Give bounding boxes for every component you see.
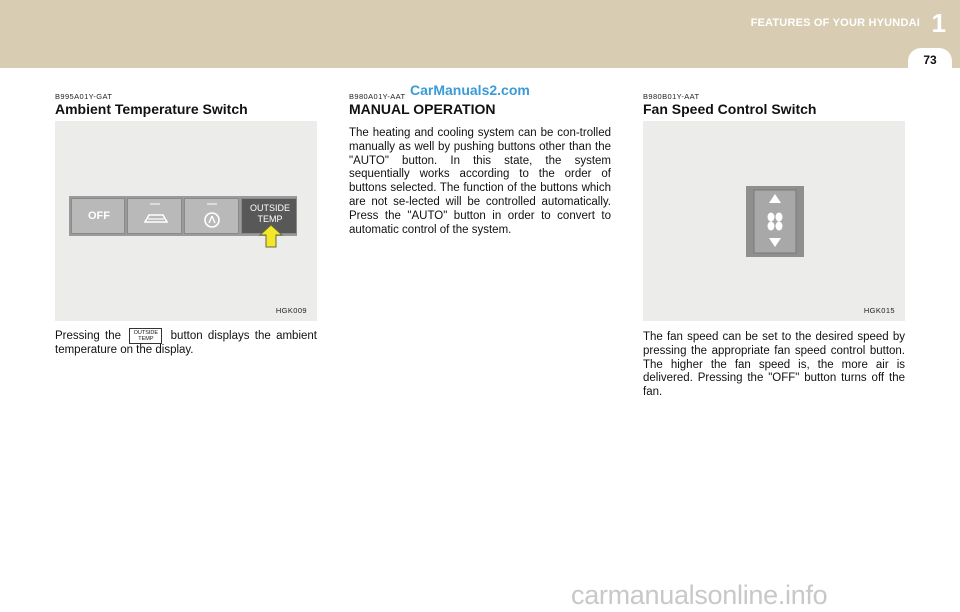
inline-btn-line2: TEMP: [138, 336, 154, 342]
section-code-ambient: B995A01Y-GAT: [55, 92, 113, 101]
manual-operation-body: The heating and cooling system can be con-trolled manually as well by pushing buttons other than the "AUTO" button. In this state, the system sequentially works according to the order of buttons selected. The function of the buttons which are not se-lected will be controlled automatically. Press the "AUTO" button in order to convert to automatic control of the system.: [349, 127, 611, 236]
outside-temp-label: [242, 203, 298, 225]
fan-speed-body: The fan speed can be set to the desired speed by pressing the appropriate fan speed control button. The higher the fan speed is, the more air is delivered. Pressing the "OFF" button turns off the fan.: [643, 331, 905, 399]
watermark-top: CarManuals2.com: [410, 82, 530, 98]
panel-off-button: [71, 198, 125, 234]
fan-control-panel: [746, 186, 804, 257]
page-number: 73: [923, 53, 937, 67]
panel-recirc-button: [127, 198, 182, 234]
ambient-description: [55, 328, 317, 358]
inline-outside-temp-button: [129, 328, 162, 344]
figure-code: HGK015: [863, 306, 895, 315]
outside-temp-line2: TEMP: [257, 214, 283, 224]
off-label: OFF: [88, 210, 110, 222]
outside-temp-line1: OUTSIDE: [249, 203, 290, 213]
section-code-manual: B980A01Y-AAT: [349, 92, 406, 101]
figure-code: HGK009: [275, 306, 307, 315]
heading-ambient-temperature: Ambient Temperature Switch: [55, 101, 248, 117]
chapter-title: FEATURES OF YOUR HYUNDAI: [750, 17, 920, 29]
section-code-fan: B980B01Y-AAT: [643, 92, 700, 101]
ambient-text-after: button displays the ambient temperature on the display.: [55, 330, 317, 356]
header-band: [0, 0, 960, 68]
ambient-text-before: Pressing the: [55, 330, 122, 343]
panel-ac-button: [184, 198, 239, 234]
yellow-arrow-icon: [258, 224, 284, 248]
heading-fan-speed: Fan Speed Control Switch: [643, 101, 817, 117]
heading-manual-operation: MANUAL OPERATION: [349, 101, 496, 117]
car-recirc-icon: [128, 199, 183, 235]
inline-btn-line1: OUTSIDE: [133, 330, 159, 336]
chapter-number: 1: [931, 8, 946, 38]
fan-panel-graphic: [746, 186, 804, 257]
watermark-bottom: carmanualsonline.info: [571, 580, 828, 610]
ac-icon: [185, 199, 240, 235]
